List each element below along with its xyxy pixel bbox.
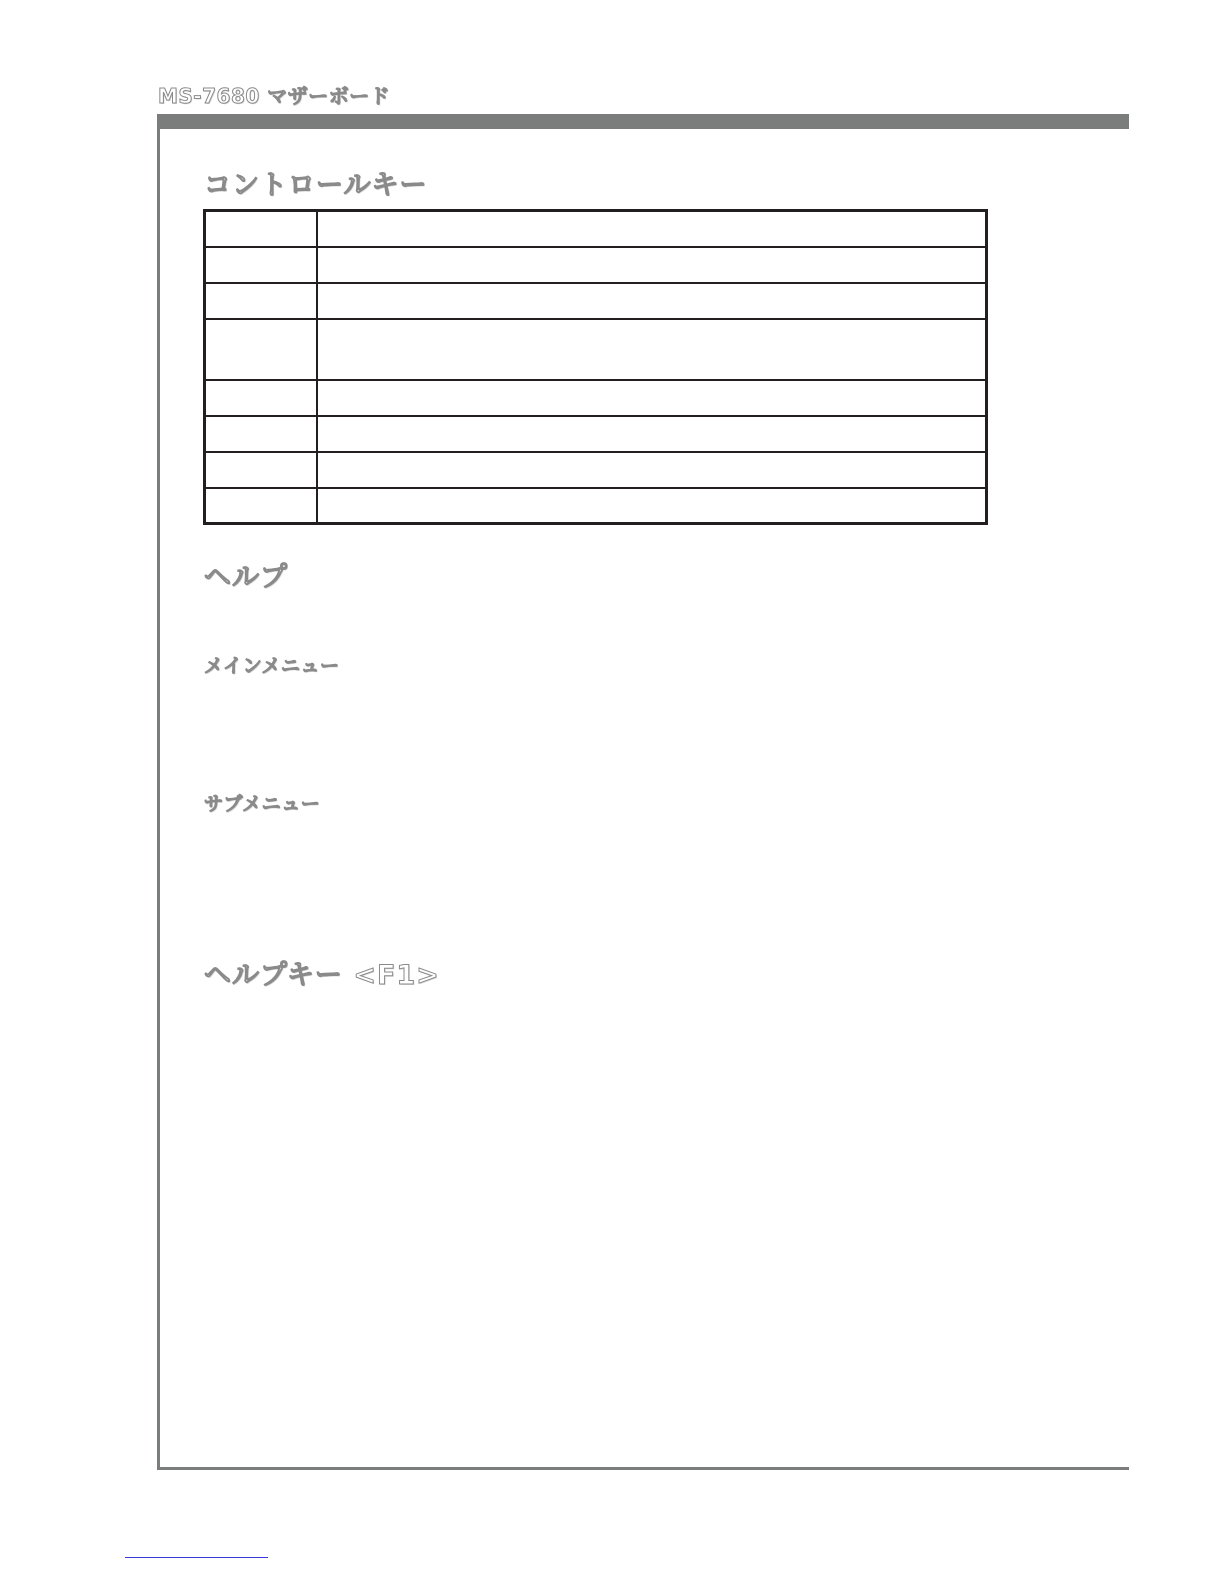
header-bar [158,114,1129,129]
key-cell [205,488,318,524]
description-cell [317,380,987,416]
key-cell [205,211,318,247]
table-row [205,452,987,488]
description-cell [317,247,987,283]
table-row [205,247,987,283]
description-cell [317,283,987,319]
page-header-title: MS-7680 マザーボード [158,84,391,108]
control-keys-heading: コントロールキー [204,170,428,201]
sub-menu-heading: サブメニュー [204,793,321,815]
key-cell [205,380,318,416]
key-cell [205,319,318,380]
table-row [205,211,987,247]
help-heading: ヘルプ [204,562,288,593]
table-row [205,283,987,319]
table-row [205,319,987,380]
description-cell [317,488,987,524]
table-row [205,488,987,524]
description-cell [317,416,987,452]
table-row [205,416,987,452]
description-cell [317,319,987,380]
key-cell [205,283,318,319]
description-cell [317,211,987,247]
key-cell [205,452,318,488]
link-underline[interactable] [125,1557,268,1558]
table-row [205,380,987,416]
control-keys-table [203,209,988,525]
key-cell [205,247,318,283]
help-key-heading: ヘルプキー <F1> [204,960,440,991]
key-cell [205,416,318,452]
description-cell [317,452,987,488]
bottom-rule [157,1467,1129,1470]
main-menu-heading: メインメニュー [204,655,340,677]
left-margin-rule [157,114,160,1470]
